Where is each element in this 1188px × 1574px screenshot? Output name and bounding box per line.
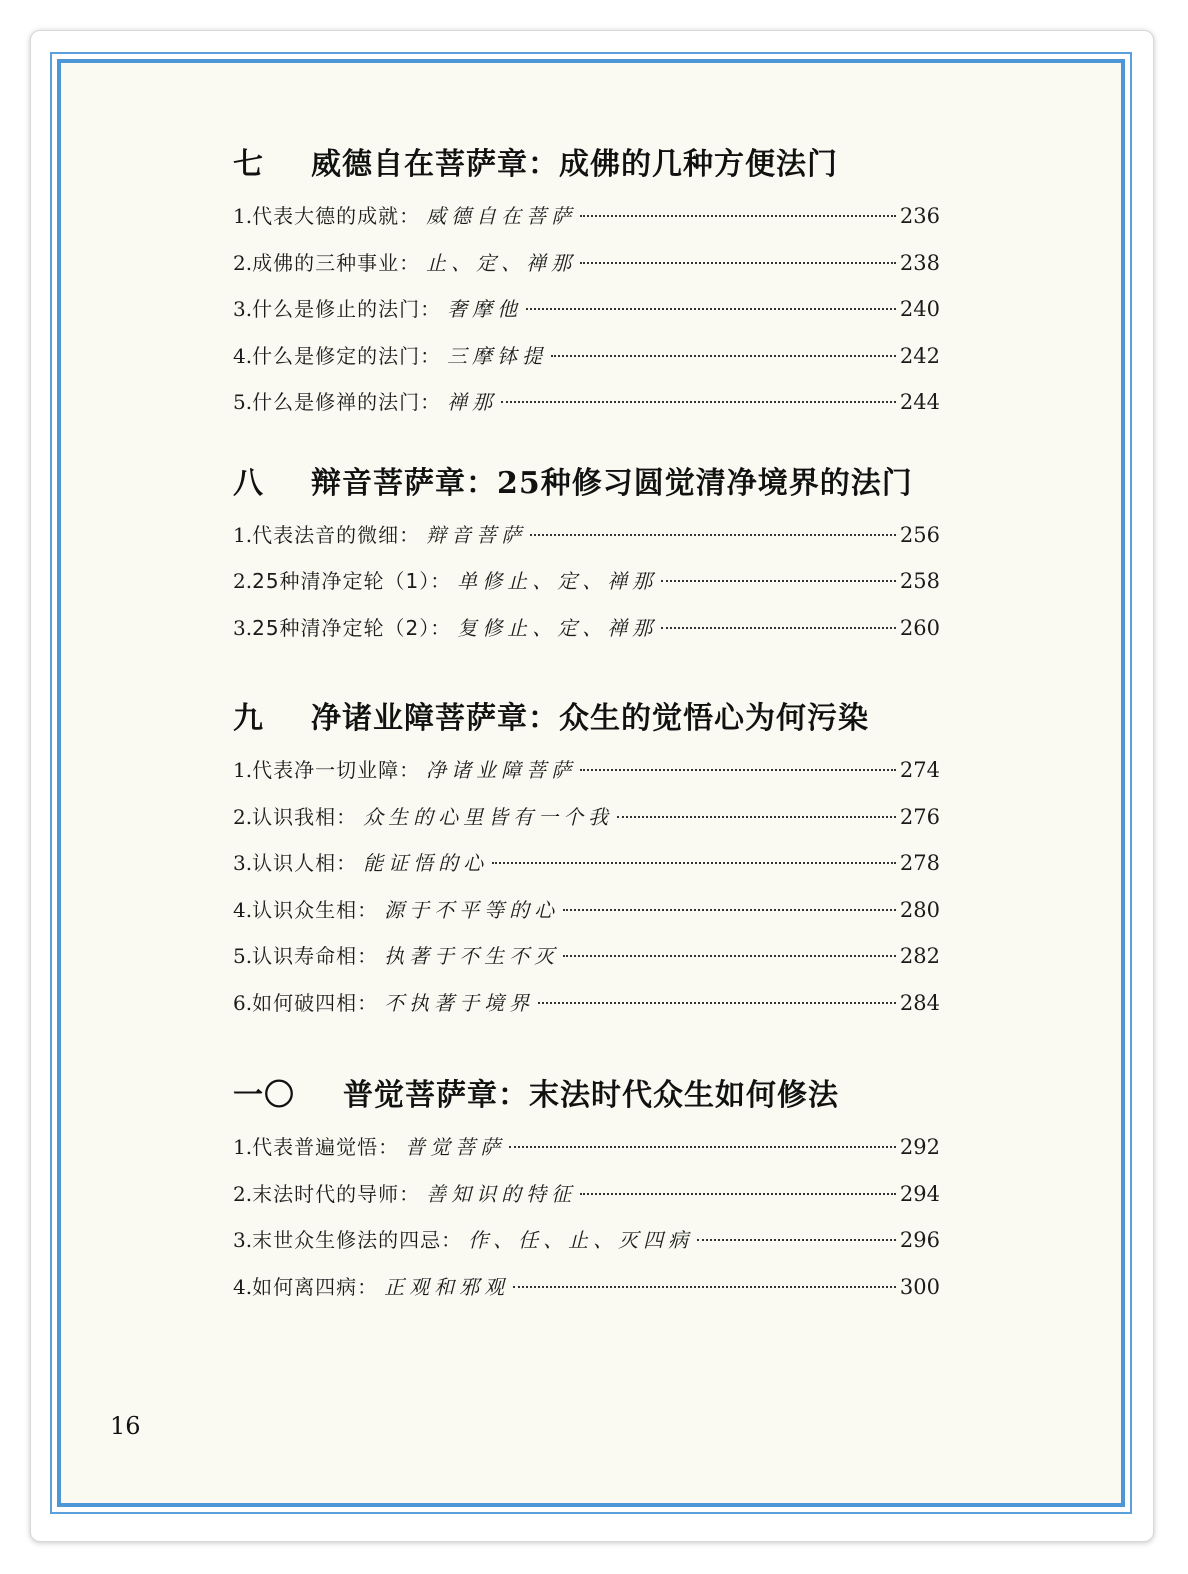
dot-leader [661, 627, 896, 629]
entry-title: 什么是修定的法门： [252, 343, 442, 368]
toc-section-10 [233, 1068, 940, 1310]
entry-number: 5. [233, 390, 253, 414]
toc-entry[interactable] [233, 333, 940, 380]
entry-subtitle: 单修止、定、禅那 [457, 569, 658, 593]
toc-entry[interactable] [233, 605, 940, 652]
entry-number: 1. [233, 522, 253, 547]
entry-page: 300 [899, 1274, 940, 1299]
dot-leader [617, 816, 896, 818]
entry-subtitle: 辩音菩萨 [426, 522, 527, 547]
entry-subtitle: 能证悟的心 [363, 851, 489, 875]
page-number: 16 [110, 1412, 141, 1440]
chapter-heading [233, 456, 940, 512]
toc-entry[interactable] [233, 240, 940, 287]
chapter-title: 辩音菩萨章：25种修习圆觉清净境界的法门 [311, 465, 913, 501]
toc-entry[interactable] [233, 747, 940, 794]
entry-title: 什么是修止的法门： [252, 297, 442, 321]
toc-entry[interactable] [233, 1124, 940, 1171]
dot-leader [580, 215, 896, 217]
entry-number: 4. [233, 897, 253, 922]
entry-title: 代表法音的微细： [252, 522, 421, 547]
toc-entry[interactable] [233, 1171, 940, 1218]
entry-page: 240 [899, 297, 940, 321]
entry-number: 2. [233, 250, 253, 275]
dot-leader [509, 1146, 896, 1148]
entry-page: 238 [899, 250, 940, 275]
toc-entry[interactable] [233, 794, 940, 841]
entry-page: 280 [899, 897, 940, 922]
entry-subtitle: 三摩钵提 [447, 343, 548, 368]
entry-number: 1. [233, 204, 253, 228]
chapter-heading [233, 691, 940, 747]
toc-section-7 [233, 137, 940, 426]
dot-leader [513, 1286, 896, 1288]
entry-number: 2. [233, 804, 253, 829]
chapter-title: 净诸业障菩萨章：众生的觉悟心为何污染 [311, 701, 869, 736]
entry-number: 3. [233, 297, 253, 321]
entry-title: 25种清净定轮（2）： [252, 615, 452, 640]
dot-leader [563, 955, 896, 957]
entry-subtitle: 威德自在菩萨 [426, 204, 577, 228]
dot-leader [526, 308, 896, 310]
entry-page: 296 [899, 1228, 940, 1252]
toc-entry[interactable] [233, 512, 940, 559]
dot-leader [551, 355, 896, 357]
toc-entry[interactable] [233, 379, 940, 426]
entry-page: 294 [899, 1181, 940, 1206]
entry-title: 认识人相： [252, 851, 358, 875]
entry-page: 278 [899, 851, 940, 875]
toc-entry[interactable] [233, 193, 940, 240]
entry-title: 代表普遍觉悟： [252, 1135, 400, 1159]
toc-entry[interactable] [233, 933, 940, 980]
entry-number: 4. [233, 1274, 253, 1299]
entry-subtitle: 正观和邪观 [384, 1274, 510, 1299]
entry-number: 1. [233, 1135, 253, 1159]
table-of-contents [233, 137, 940, 1310]
chapter-number: 一〇 [233, 1078, 295, 1113]
entry-number: 3. [233, 615, 253, 640]
entry-title: 什么是修禅的法门： [252, 390, 442, 414]
entry-number: 1. [233, 758, 253, 782]
entry-page: 258 [899, 569, 940, 593]
entry-number: 6. [233, 990, 253, 1015]
chapter-number: 七 [233, 147, 264, 182]
entry-title: 成佛的三种事业： [252, 250, 421, 275]
entry-title: 末世众生修法的四忌： [252, 1228, 463, 1252]
entry-title: 如何破四相： [252, 990, 379, 1015]
entry-page: 242 [899, 343, 940, 368]
entry-page: 236 [899, 204, 940, 228]
dot-leader [661, 580, 896, 582]
dot-leader [563, 909, 896, 911]
entry-subtitle: 普觉菩萨 [405, 1135, 506, 1159]
chapter-number: 八 [233, 465, 264, 501]
entry-subtitle: 禅那 [447, 390, 498, 414]
entry-subtitle: 源于不平等的心 [384, 897, 560, 922]
dot-leader [492, 862, 896, 864]
entry-number: 2. [233, 1181, 253, 1206]
dot-leader [501, 401, 896, 403]
entry-subtitle: 作、任、止、灭四病 [468, 1228, 694, 1252]
entry-title: 25种清净定轮（1）： [252, 569, 452, 593]
entry-subtitle: 众生的心里皆有一个我 [363, 804, 614, 829]
toc-entry[interactable] [233, 1217, 940, 1264]
entry-subtitle: 善知识的特征 [426, 1181, 577, 1206]
entry-number: 2. [233, 569, 253, 593]
chapter-heading [233, 137, 940, 193]
entry-page: 284 [899, 990, 940, 1015]
entry-title: 认识众生相： [252, 897, 379, 922]
entry-number: 3. [233, 851, 253, 875]
entry-page: 292 [899, 1135, 940, 1159]
entry-subtitle: 不执著于境界 [384, 990, 535, 1015]
toc-entry[interactable] [233, 1264, 940, 1311]
dot-leader [580, 1193, 896, 1195]
entry-page: 274 [899, 758, 940, 782]
entry-subtitle: 复修止、定、禅那 [457, 615, 658, 640]
dot-leader [580, 769, 896, 771]
entry-subtitle: 奢摩他 [447, 297, 523, 321]
dot-leader [580, 262, 896, 264]
dot-leader [538, 1002, 896, 1004]
entry-page: 282 [899, 944, 940, 968]
toc-entry[interactable] [233, 887, 940, 934]
entry-title: 代表净一切业障： [252, 758, 421, 782]
entry-number: 3. [233, 1228, 253, 1252]
chapter-title: 威德自在菩萨章：成佛的几种方便法门 [311, 147, 838, 182]
entry-title: 代表大德的成就： [252, 204, 421, 228]
entry-subtitle: 止、定、禅那 [426, 250, 577, 275]
entry-title: 认识寿命相： [252, 944, 379, 968]
entry-page: 276 [899, 804, 940, 829]
entry-subtitle: 执著于不生不灭 [384, 944, 560, 968]
toc-entry[interactable] [233, 980, 940, 1027]
entry-page: 260 [899, 615, 940, 640]
toc-entry[interactable] [233, 286, 940, 333]
entry-title: 如何离四病： [252, 1274, 379, 1299]
toc-entry[interactable] [233, 840, 940, 887]
entry-page: 244 [899, 390, 940, 414]
dot-leader [530, 534, 896, 536]
toc-section-8 [233, 456, 940, 652]
toc-entry[interactable] [233, 558, 940, 605]
dot-leader [697, 1239, 896, 1241]
entry-title: 认识我相： [252, 804, 358, 829]
chapter-title: 普觉菩萨章：末法时代众生如何修法 [343, 1078, 839, 1113]
entry-subtitle: 净诸业障菩萨 [426, 758, 577, 782]
entry-page: 256 [899, 522, 940, 547]
chapter-heading [233, 1068, 940, 1124]
chapter-number: 九 [233, 701, 264, 736]
entry-number: 5. [233, 944, 253, 968]
entry-title: 末法时代的导师： [252, 1181, 421, 1206]
entry-number: 4. [233, 343, 253, 368]
toc-section-9 [233, 691, 940, 1026]
